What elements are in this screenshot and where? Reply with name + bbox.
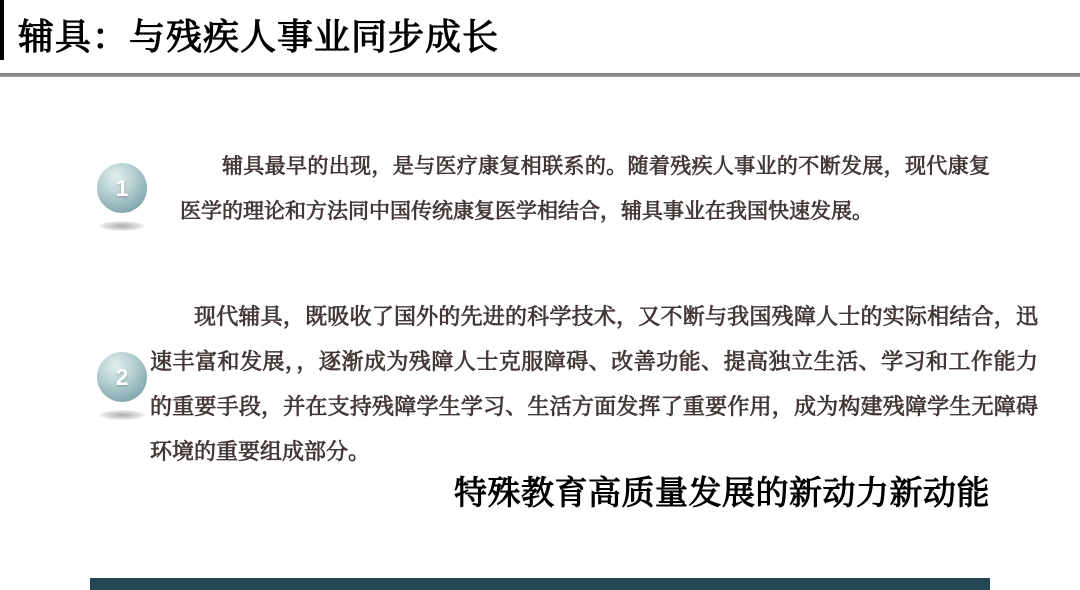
slide-title: 辅具：与残疾人事业同步成长 [18,16,500,57]
point-2-badge [97,352,147,402]
title-accent-bar [0,0,4,60]
point-1-badge [97,163,147,213]
point-2-badge-shadow [99,410,145,420]
point-2-paragraph: 现代辅具，既吸收了国外的先进的科学技术，又不断与我国残障人士的实际相结合，迅速丰富和发展，，逐渐成为残障人士克服障碍、改善功能、提高独立生活、学习和工作能力的重要手段，并在支持残障学生学习、生活方面发挥了重要作用，成为构建残障学生无障碍环境的重要组成部分。 [150,304,1038,464]
footer-bar [90,578,990,590]
point-2-number: 2 [115,363,129,390]
point-1-badge-shadow [99,221,145,231]
title-divider-rule [0,73,1080,77]
point-1-number: 1 [115,174,129,201]
point-1-paragraph: 辅具最早的出现，是与医疗康复相联系的。随着残疾人事业的不断发展，现代康复医学的理论和方法同中国传统康复医学相结合，辅具事业在我国快速发展。 [180,155,990,223]
headline: 特殊教育高质量发展的新动力新动能 [454,474,990,511]
